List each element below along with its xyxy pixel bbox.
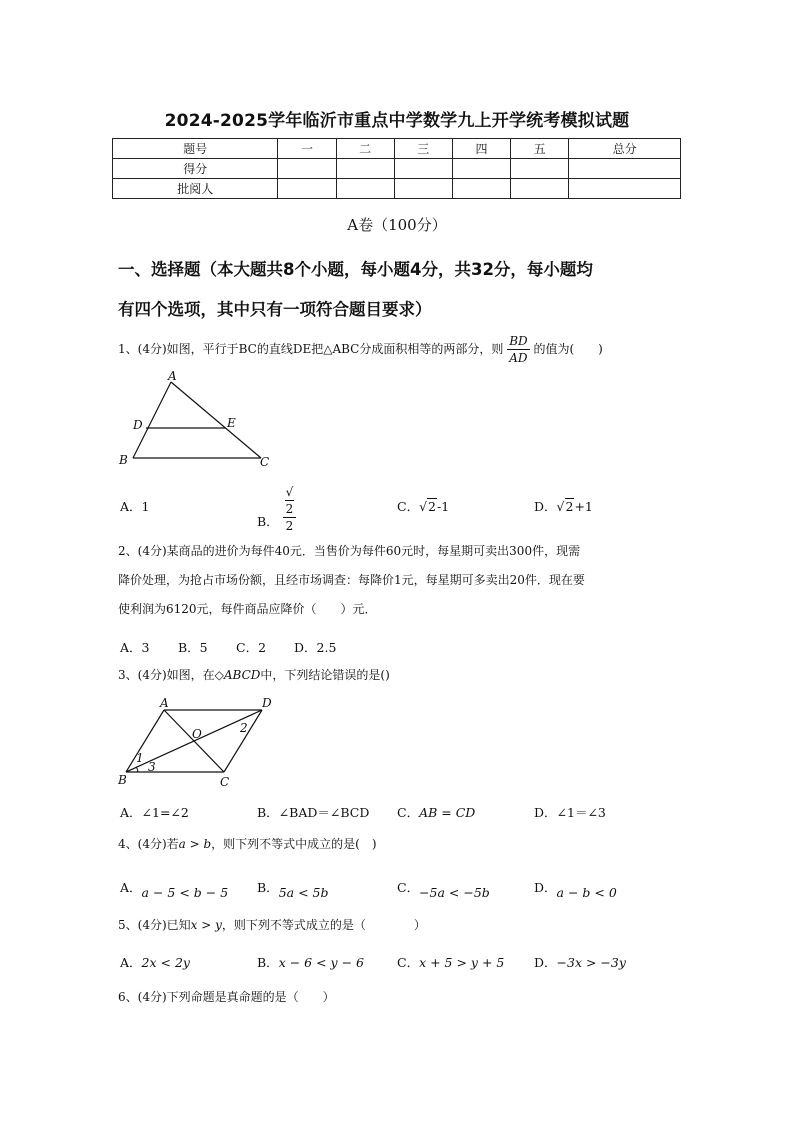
q3-option-c-label: C． (397, 805, 420, 820)
q2-option-b[interactable]: B．5 (178, 640, 208, 655)
radicand: 2 (565, 499, 574, 514)
triangle-figure (112, 368, 282, 468)
score-table (112, 138, 681, 199)
q4-option-b[interactable] (257, 878, 329, 900)
question-1-options (118, 485, 683, 533)
q1-option-d[interactable] (534, 497, 593, 515)
question-5-text-after: ，则下列不等式成立的是（ ） (221, 918, 426, 932)
q2-option-c[interactable]: C．2 (236, 640, 267, 655)
question-1 (118, 333, 683, 366)
label-angle-3: 3 (148, 760, 156, 774)
part1-heading-line2: 有四个选项，其中只有一项符合题目要求） (118, 300, 432, 319)
q1-option-c-tail: -1 (437, 499, 450, 514)
score-table-row (113, 159, 681, 179)
question-2-line2: 降价处理，为抢占市场份额，且经市场调查：每降价1元，每星期可多卖出20件．现在要 (118, 573, 585, 587)
label-b: B (118, 773, 127, 787)
label-c: C (260, 455, 270, 468)
diagonal-ac (164, 710, 224, 772)
q4-option-a-math: a − 5 < b − 5 (141, 885, 229, 900)
question-3-text: 3、(4分)如图，在 (118, 668, 215, 682)
q5-option-d-label: D． (534, 955, 557, 970)
q4-option-c-math: −5a < −5b (419, 885, 490, 900)
score-table-header: 一 (278, 139, 336, 159)
fraction-denominator: 2 (285, 519, 294, 533)
question-3-options (118, 803, 683, 821)
q4-option-d-label: D． (534, 880, 557, 895)
label-angle-1: 1 (136, 751, 144, 765)
question-4-math: a > b (178, 837, 212, 851)
score-table-row-label: 得分 (113, 159, 278, 179)
q3-option-d[interactable]: D．∠1＝∠3 (534, 805, 606, 820)
question-5-options (118, 953, 683, 973)
score-cell (569, 179, 681, 199)
question-2-line3: 使利润为6120元，每件商品应降价（ ）元． (118, 602, 377, 616)
question-2 (118, 537, 683, 624)
q2-option-d[interactable]: D．2.5 (294, 640, 337, 655)
fraction-bd-ad (507, 333, 529, 366)
part1-heading-line1: 一、选择题（本大题共8个小题，每小题4分，共32分，每小题均 (118, 260, 593, 279)
q5-option-d[interactable] (534, 953, 626, 971)
question-2-options (118, 638, 683, 656)
fraction-denominator: AD (509, 351, 528, 365)
score-cell (278, 159, 336, 179)
score-table-header: 题号 (113, 139, 278, 159)
q5-option-c-label: C． (397, 955, 420, 970)
score-table-header: 五 (511, 139, 569, 159)
fraction-numerator: √ 2 (283, 484, 297, 518)
question-4-options (118, 878, 683, 898)
question-1-text: 1、(4分)如图，平行于BC的直线DE把△ABC分成面积相等的两部分，则 (118, 342, 504, 356)
q4-option-c-label: C． (397, 880, 420, 895)
question-1-text-after: 的值为( ) (533, 342, 603, 356)
score-cell (452, 179, 510, 199)
question-5 (118, 911, 683, 940)
question-4-text: 4、(4分)若 (118, 837, 179, 851)
q3-option-c-math: AB = CD (419, 805, 476, 820)
score-cell (278, 179, 336, 199)
q1-option-b[interactable] (257, 486, 296, 536)
score-cell (394, 179, 452, 199)
q5-option-c[interactable] (397, 953, 504, 971)
label-e: E (227, 416, 236, 430)
q1-option-a[interactable]: A．1 (120, 499, 150, 514)
label-a: A (168, 369, 177, 383)
score-table-row-label: 批阅人 (113, 179, 278, 199)
label-angle-2: 2 (240, 721, 248, 735)
score-cell (452, 159, 510, 179)
q3-option-a[interactable]: A．∠1=∠2 (120, 805, 189, 820)
q5-option-a[interactable] (120, 953, 190, 971)
question-3-math: ◇ABCD (214, 668, 261, 682)
q5-option-b-label: B． (257, 955, 279, 970)
question-4 (118, 830, 683, 859)
q1-option-c[interactable] (397, 497, 449, 515)
q1-option-d-tail: +1 (574, 499, 593, 514)
sqrt-sign: √2 (419, 499, 436, 514)
question-5-text: 5、(4分)已知 (118, 918, 191, 932)
score-cell (336, 179, 394, 199)
score-table-header: 二 (336, 139, 394, 159)
q4-option-d[interactable] (534, 878, 617, 900)
q3-option-c[interactable] (397, 803, 475, 821)
label-d: D (262, 696, 272, 710)
q5-option-a-label: A． (120, 955, 142, 970)
score-table-row (113, 179, 681, 199)
q5-option-b-math: x − 6 < y − 6 (278, 955, 364, 970)
page-title: 2024-2025学年临沂市重点中学数学九上开学统考模拟试题 (164, 111, 630, 131)
q5-option-a-math: 2x < 2y (141, 955, 190, 970)
question-6-text: 6、(4分)下列命题是真命题的是（ ） (118, 990, 335, 1004)
triangle-side-ac (171, 382, 261, 458)
angle-mark (136, 767, 138, 772)
score-cell (394, 159, 452, 179)
q1-option-c-label: C． (397, 499, 420, 514)
q5-option-b[interactable] (257, 953, 364, 971)
question-3-text-after: 中，下列结论错误的是() (260, 668, 390, 682)
question-3 (118, 661, 683, 690)
score-cell (511, 179, 569, 199)
label-b: B (119, 453, 128, 467)
score-cell (569, 159, 681, 179)
question-6 (118, 983, 683, 1012)
radicand: 2 (428, 499, 436, 514)
q4-option-d-math: a − b < 0 (556, 885, 617, 900)
sqrt-sign: √2 (556, 499, 574, 514)
q4-option-a-label: A． (120, 880, 142, 895)
q5-option-d-math: −3x > −3y (556, 955, 626, 970)
fraction-sqrt2-over-2 (283, 484, 297, 534)
q2-option-a[interactable]: A．3 (120, 640, 150, 655)
label-c: C (220, 775, 230, 789)
score-cell (511, 159, 569, 179)
score-table-header: 四 (452, 139, 510, 159)
score-table-header: 总分 (569, 139, 681, 159)
q3-option-b[interactable]: B．∠BAD＝∠BCD (257, 805, 370, 820)
label-a: A (160, 696, 169, 710)
question-5-math: x > y (190, 918, 222, 932)
q1-option-b-label: B． (257, 513, 279, 529)
section-a-title: A卷（100分） (347, 216, 447, 234)
q4-option-b-label: B． (257, 880, 279, 895)
q4-option-b-math: 5a < 5b (278, 885, 329, 900)
q4-option-c[interactable] (397, 878, 490, 900)
score-table-header: 三 (394, 139, 452, 159)
parallelogram-figure (112, 692, 287, 792)
q4-option-a[interactable] (120, 878, 229, 900)
question-4-text-after: ，则下列不等式中成立的是( ) (211, 837, 377, 851)
label-o: O (192, 727, 202, 741)
q5-option-c-math: x + 5 > y + 5 (419, 955, 505, 970)
radicand: 2 (285, 502, 294, 516)
label-d: D (133, 418, 143, 432)
fraction-numerator: BD (509, 334, 528, 348)
score-cell (336, 159, 394, 179)
q1-option-d-label: D． (534, 499, 557, 514)
score-table-header-row (113, 139, 681, 159)
question-2-line1: 2、(4分)某商品的进价为每件40元．当售价为每件60元时，每星期可卖出300件，现需 (118, 544, 581, 558)
